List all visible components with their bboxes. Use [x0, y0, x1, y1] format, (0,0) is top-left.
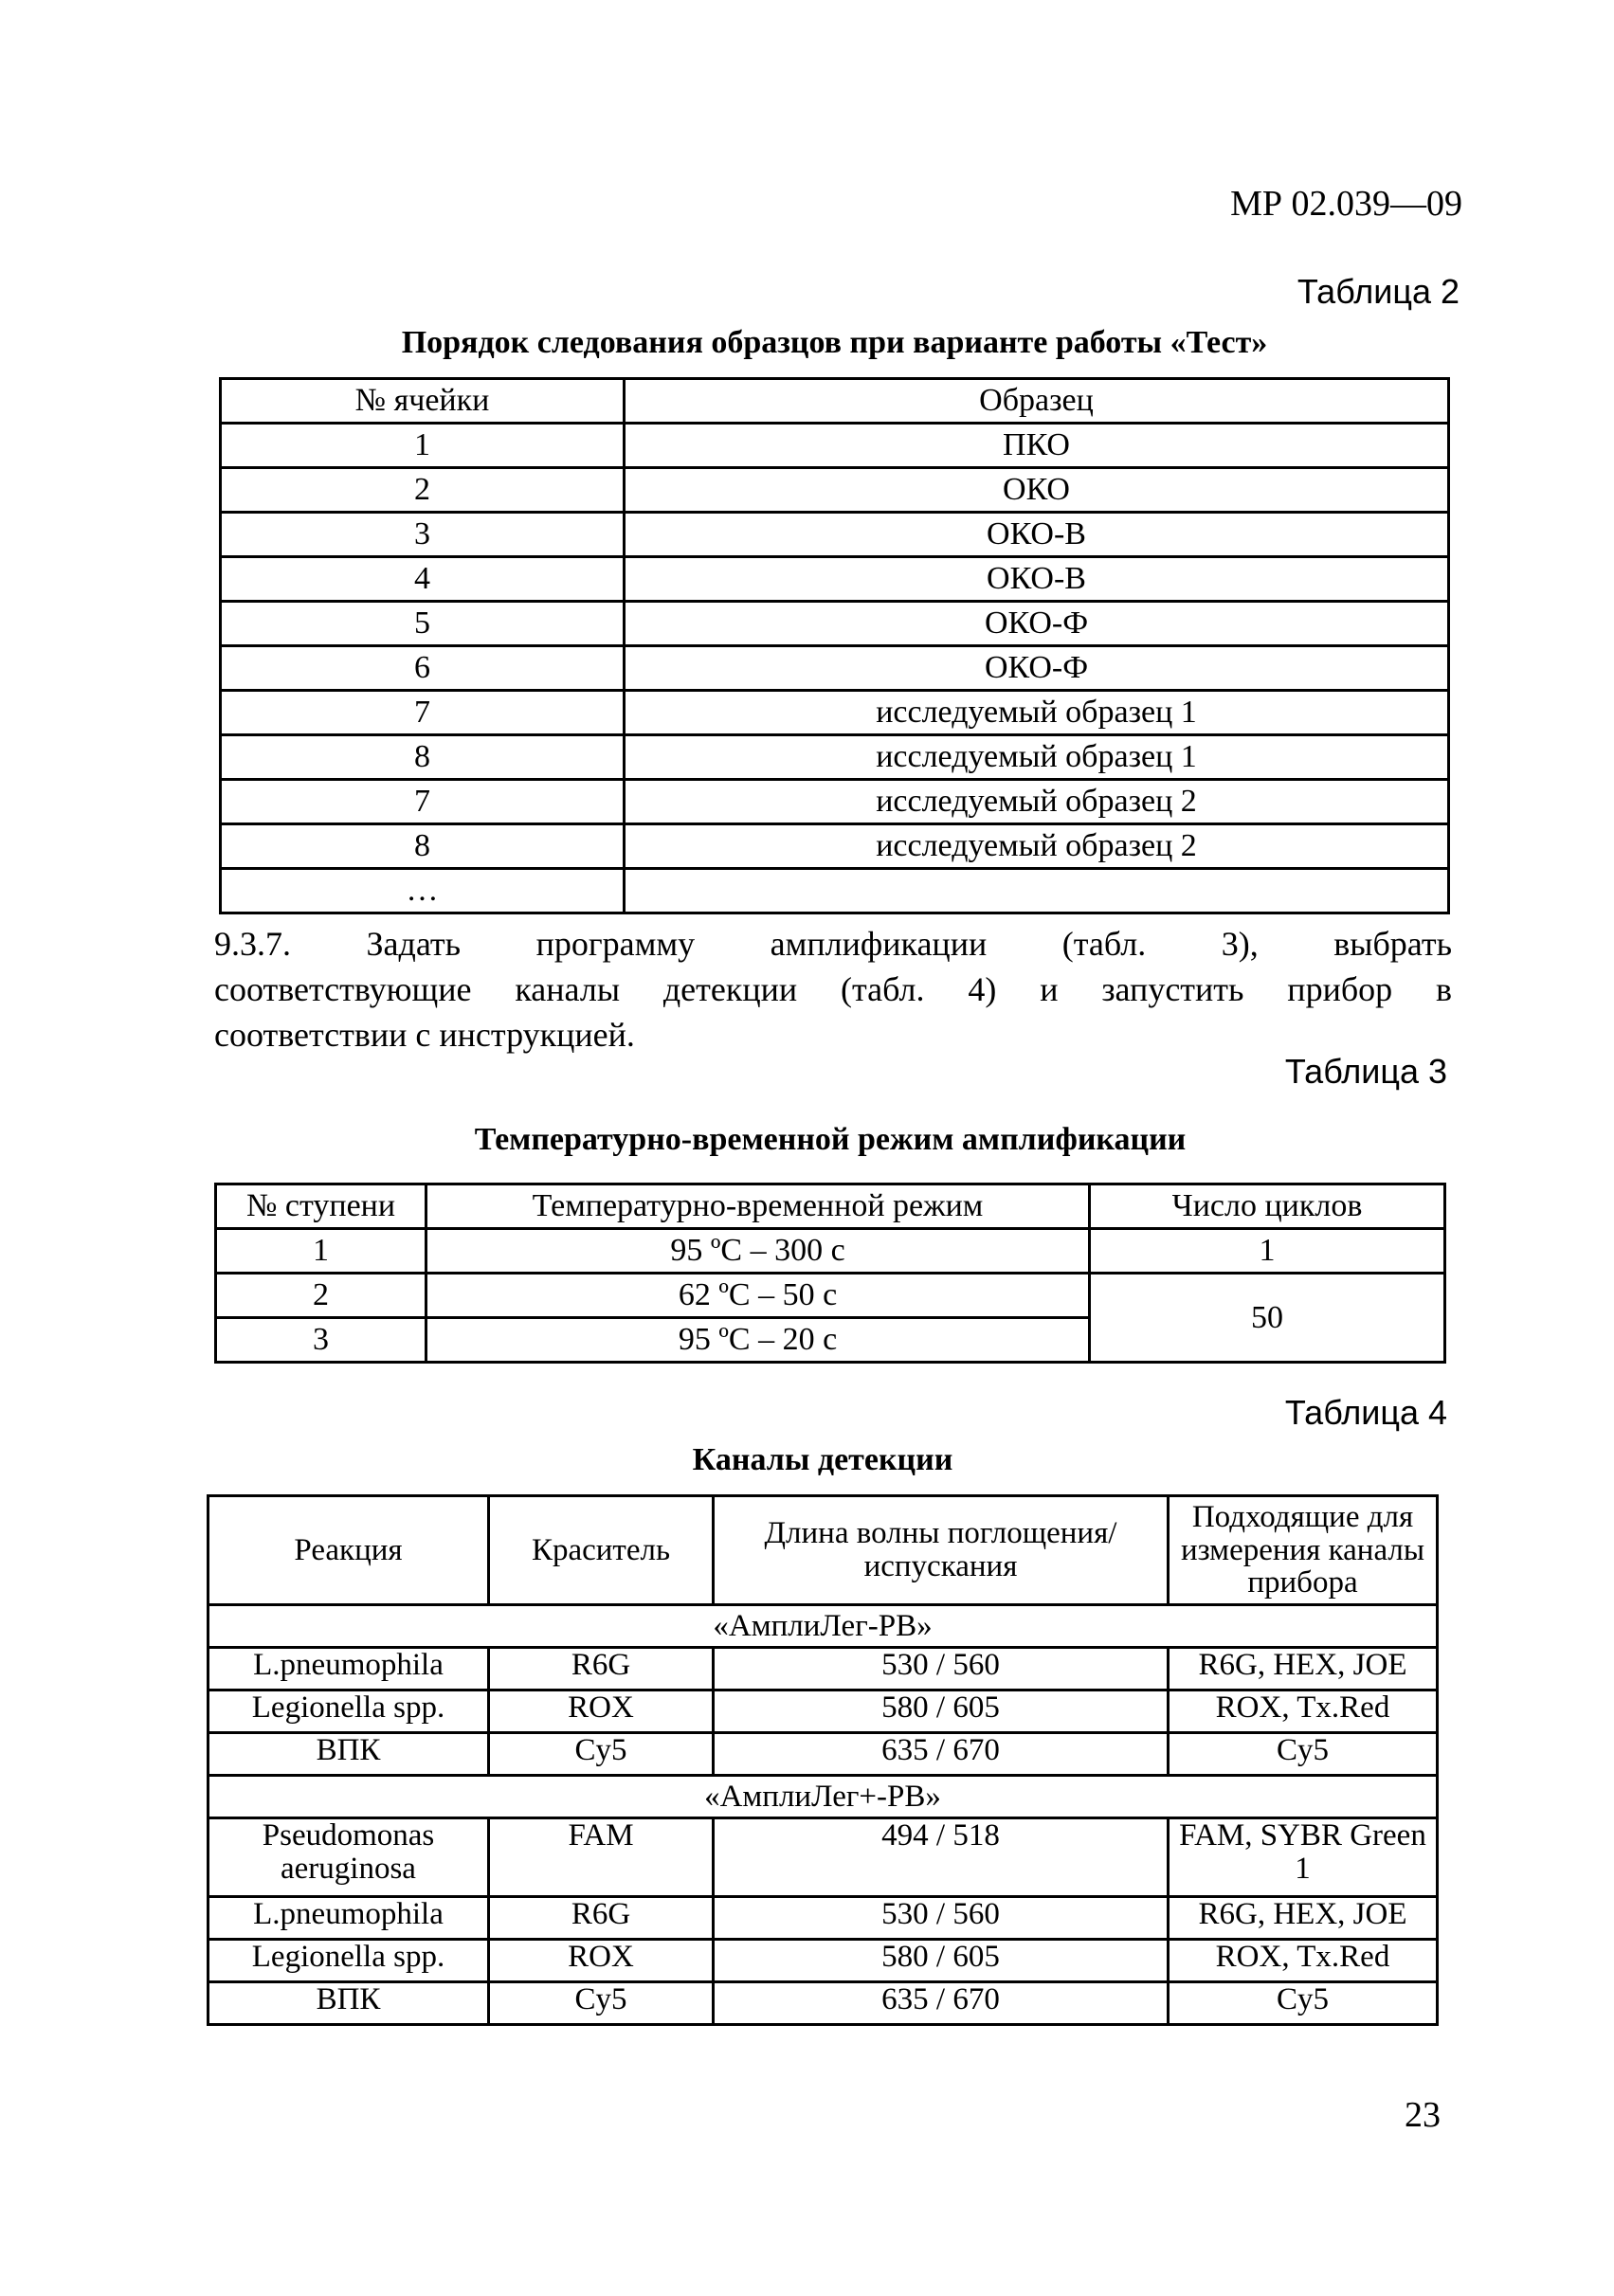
cell-dye: Cy5: [489, 1982, 714, 2025]
cell-number: 8: [221, 824, 625, 869]
table-row: [209, 1897, 1438, 1940]
table-row: [209, 1982, 1438, 2025]
cell-sample: [625, 869, 1449, 913]
cell-sample: ОКО-В: [625, 557, 1449, 602]
cell-channels: ROX, Tx.Red: [1169, 1940, 1438, 1982]
column-header: Температурно-временной режим: [426, 1184, 1090, 1229]
cell-reaction: L.pneumophila: [209, 1897, 489, 1940]
cell-number: 8: [221, 735, 625, 780]
cell-dye: R6G: [489, 1897, 714, 1940]
table-row: [221, 602, 1449, 646]
cell-number: 1: [221, 424, 625, 468]
cell-number: …: [221, 869, 625, 913]
cell-number: 3: [221, 513, 625, 557]
table-header-row: [209, 1496, 1438, 1605]
cell-reaction: L.pneumophila: [209, 1648, 489, 1690]
table-row: [209, 1733, 1438, 1776]
cell-reaction: ВПК: [209, 1733, 489, 1776]
table-row: [221, 646, 1449, 691]
group-name: «АмплиЛег-РВ»: [209, 1605, 1438, 1648]
instruction-paragraph: [214, 921, 1452, 1058]
cell-reaction: Legionella spp.: [209, 1940, 489, 1982]
cell-sample: ПКО: [625, 424, 1449, 468]
cell-sample: исследуемый образец 2: [625, 824, 1449, 869]
cell-number: 6: [221, 646, 625, 691]
cell-sample: ОКО: [625, 468, 1449, 513]
cell-dye: Cy5: [489, 1733, 714, 1776]
cell-sample: ОКО-В: [625, 513, 1449, 557]
cell-dye: R6G: [489, 1648, 714, 1690]
cell-wavelength: 580 / 605: [714, 1690, 1169, 1733]
cell-wavelength: 530 / 560: [714, 1648, 1169, 1690]
paragraph-line: соответствии с инструкцией.: [214, 1016, 635, 1054]
table4: [207, 1494, 1439, 2026]
document-code: МР 02.039—09: [1230, 184, 1462, 224]
cell-wavelength: 635 / 670: [714, 1982, 1169, 2025]
cell-sample: исследуемый образец 1: [625, 735, 1449, 780]
table-header-row: [216, 1184, 1445, 1229]
group-header-row: [209, 1605, 1438, 1648]
cell-dye: ROX: [489, 1940, 714, 1982]
group-header-row: [209, 1776, 1438, 1818]
cell-cycles: 50: [1090, 1274, 1445, 1363]
cell-wavelength: 494 / 518: [714, 1818, 1169, 1897]
table-header-row: [221, 379, 1449, 424]
cell-channels: ROX, Tx.Red: [1169, 1690, 1438, 1733]
table4-title: Каналы детекции: [692, 1442, 953, 1477]
table3: [214, 1183, 1446, 1364]
table2-title: Порядок следования образцов при варианте работы «Тест»: [401, 325, 1268, 360]
table-row: [209, 1690, 1438, 1733]
table-row: [221, 869, 1449, 913]
table4-label: Таблица 4: [1284, 1393, 1447, 1432]
cell-reaction: ВПК: [209, 1982, 489, 2025]
cell-channels: R6G, HEX, JOE: [1169, 1897, 1438, 1940]
column-header: Краситель: [489, 1496, 714, 1605]
column-header: Подходящие для измерения каналы прибора: [1169, 1496, 1438, 1605]
cell-number: 7: [221, 780, 625, 824]
table-row: [216, 1229, 1445, 1274]
group-name: «АмплиЛег+-РВ»: [209, 1776, 1438, 1818]
table-row: [221, 424, 1449, 468]
paragraph-line: соответствующие каналы детекции (табл. 4) и запустить прибор в: [214, 970, 1452, 1008]
cell-step: 2: [216, 1274, 426, 1318]
cell-number: 7: [221, 691, 625, 735]
cell-channels: Cy5: [1169, 1982, 1438, 2025]
column-header: Число циклов: [1090, 1184, 1445, 1229]
table-row: [209, 1648, 1438, 1690]
table-row: [221, 513, 1449, 557]
cell-number: 2: [221, 468, 625, 513]
cell-number: 4: [221, 557, 625, 602]
cell-step: 1: [216, 1229, 426, 1274]
cell-wavelength: 580 / 605: [714, 1940, 1169, 1982]
table-row: [209, 1940, 1438, 1982]
table-row: [221, 557, 1449, 602]
cell-wavelength: 635 / 670: [714, 1733, 1169, 1776]
cell-channels: R6G, HEX, JOE: [1169, 1648, 1438, 1690]
cell-sample: ОКО-Ф: [625, 602, 1449, 646]
table2-label: Таблица 2: [1297, 272, 1460, 311]
column-header: Длина волны поглощения/испускания: [714, 1496, 1169, 1605]
column-header: № ячейки: [221, 379, 625, 424]
cell-channels: FAM, SYBR Green 1: [1169, 1818, 1438, 1897]
cell-sample: исследуемый образец 1: [625, 691, 1449, 735]
cell-cycles: 1: [1090, 1229, 1445, 1274]
cell-mode: 62 ºС – 50 с: [426, 1274, 1090, 1318]
cell-number: 5: [221, 602, 625, 646]
paragraph-line: 9.3.7. Задать программу амплификации (табл. 3), выбрать: [214, 925, 1452, 963]
cell-dye: FAM: [489, 1818, 714, 1897]
table-row: [221, 735, 1449, 780]
cell-mode: 95 ºС – 20 с: [426, 1318, 1090, 1363]
cell-channels: Cy5: [1169, 1733, 1438, 1776]
cell-mode: 95 ºС – 300 с: [426, 1229, 1090, 1274]
cell-dye: ROX: [489, 1690, 714, 1733]
cell-step: 3: [216, 1318, 426, 1363]
cell-wavelength: 530 / 560: [714, 1897, 1169, 1940]
table3-title: Температурно-временной режим амплификации: [474, 1122, 1187, 1157]
cell-sample: исследуемый образец 2: [625, 780, 1449, 824]
page-number: 23: [1405, 2095, 1441, 2135]
cell-sample: ОКО-Ф: [625, 646, 1449, 691]
table3-label: Таблица 3: [1284, 1052, 1447, 1091]
cell-reaction: Pseudomonas aeruginosa: [209, 1818, 489, 1897]
table-row: [221, 468, 1449, 513]
column-header: Реакция: [209, 1496, 489, 1605]
table-row: [209, 1818, 1438, 1897]
column-header: № ступени: [216, 1184, 426, 1229]
table-row: [221, 691, 1449, 735]
column-header: Образец: [625, 379, 1449, 424]
table-row: [221, 780, 1449, 824]
table2: [219, 377, 1450, 914]
table-row: [221, 824, 1449, 869]
cell-reaction: Legionella spp.: [209, 1690, 489, 1733]
table-row: [216, 1274, 1445, 1318]
